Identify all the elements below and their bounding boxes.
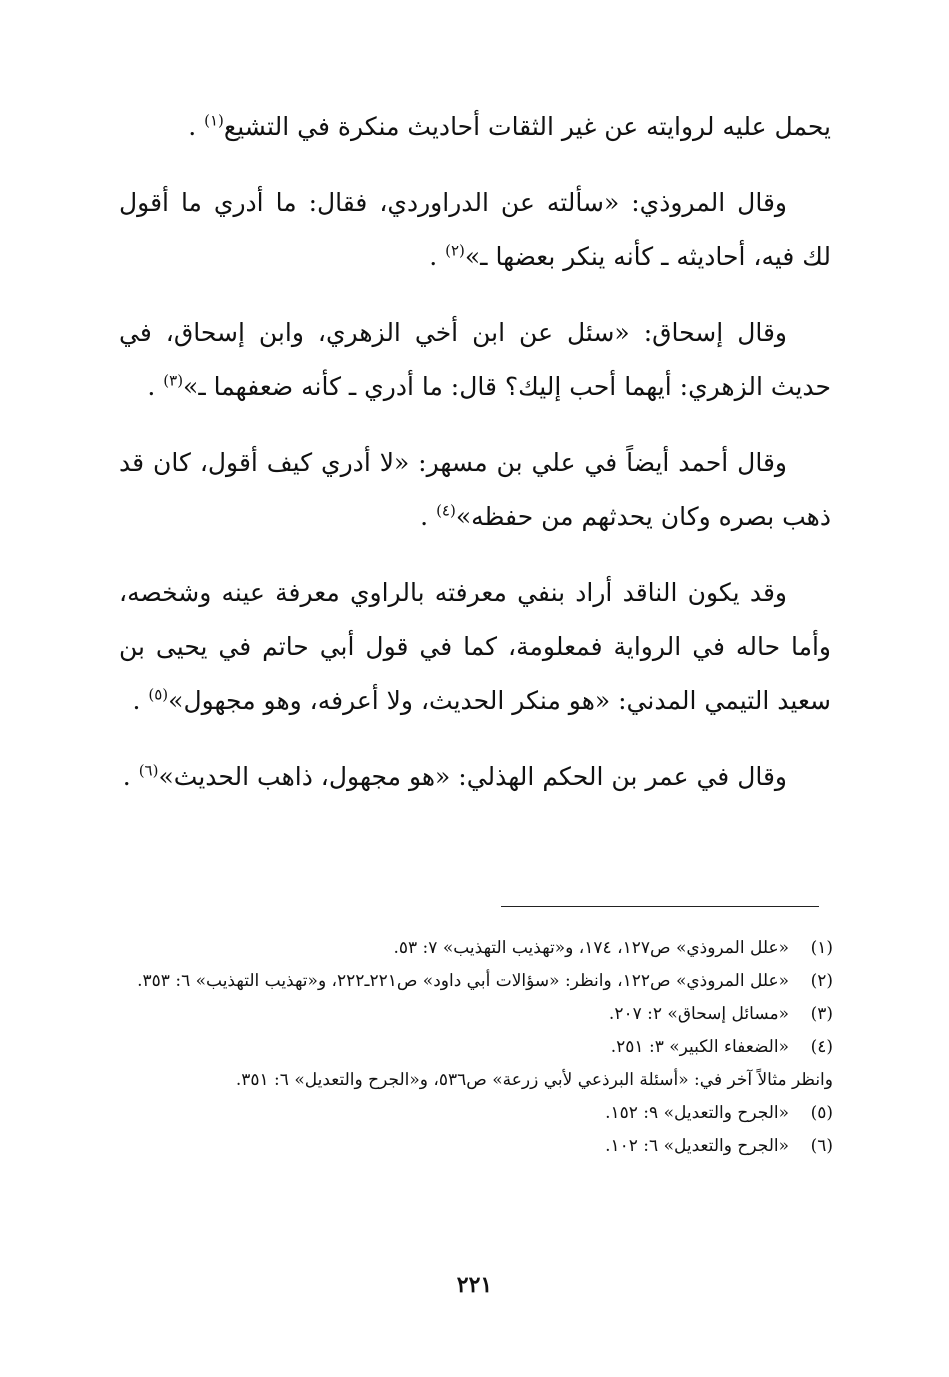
footnote-ref: (٦) bbox=[138, 761, 159, 780]
paragraph-text: وقد يكون الناقد أراد بنفي معرفته بالراوي معرفة عينه وشخصه، وأما حاله في الرواية فمعلومة، كما في قول أبي حاتم في يحيى بن سعيد التيمي المدني: «هو منكر الحديث، ولا أعرفه، وهو مجهول» bbox=[119, 578, 831, 715]
paragraph-2 bbox=[119, 176, 831, 284]
paragraph-end: . bbox=[122, 762, 131, 791]
footnote-1 bbox=[117, 932, 833, 965]
footnote-number: (١) bbox=[810, 938, 833, 958]
footnote-ref: (٤) bbox=[436, 501, 456, 520]
footnote-number: (٤) bbox=[810, 1037, 833, 1057]
footnote-separator bbox=[501, 906, 819, 907]
page-number: ٢٢١ bbox=[456, 1272, 493, 1298]
footnote-text: «علل المروذي» ص١٢٧، ١٧٤، و«تهذيب التهذيب» ٧: ٥٣. bbox=[393, 938, 789, 958]
footnote-ref: (٥) bbox=[148, 685, 169, 704]
footnote-number: (٦) bbox=[810, 1136, 833, 1156]
paragraph-text: وقال المروذي: «سألته عن الدراوردي، فقال: ما أدري ما أقول لك فيه، أحاديثه ـ كأنه ينكر بعضها ـ» bbox=[119, 188, 831, 271]
paragraph-text: يحمل عليه لروايته عن غير الثقات أحاديث منكرة في التشيع bbox=[223, 112, 831, 141]
footnote-text: «الجرح والتعديل» ٦: ١٠٢. bbox=[605, 1136, 789, 1156]
paragraph-text: وقال إسحاق: «سئل عن ابن أخي الزهري، وابن إسحاق، في حديث الزهري: أيهما أحب إليك؟ قال: ما أدري ـ كأنه ضعفهما ـ» bbox=[119, 318, 831, 401]
footnote-ref: (١) bbox=[204, 111, 224, 130]
footnote-number: (٥) bbox=[810, 1103, 833, 1123]
footnote-ref: (٢) bbox=[445, 241, 465, 260]
footnote-text: «مسائل إسحاق» ٢: ٢٠٧. bbox=[608, 1004, 789, 1024]
footnote-number: (٢) bbox=[810, 971, 833, 991]
paragraph-end: . bbox=[188, 112, 197, 141]
footnote-ref: (٣) bbox=[163, 371, 184, 390]
footnote-5 bbox=[117, 1097, 833, 1130]
footnote-4-continuation bbox=[117, 1064, 833, 1097]
footnote-text: «الضعفاء الكبير» ٣: ٢٥١. bbox=[610, 1037, 789, 1057]
paragraph-end: . bbox=[147, 372, 156, 401]
paragraph-text: وقال أحمد أيضاً في علي بن مسهر: «لا أدري كيف أقول، كان قد ذهب بصره وكان يحدثهم من حفظه» bbox=[119, 448, 831, 531]
paragraph-text: وقال في عمر بن الحكم الهذلي: «هو مجهول، ذاهب الحديث» bbox=[158, 762, 787, 791]
main-text bbox=[119, 100, 831, 826]
footnotes bbox=[117, 932, 833, 1163]
paragraph-end: . bbox=[429, 242, 438, 271]
paragraph-6 bbox=[119, 750, 831, 804]
paragraph-5 bbox=[119, 566, 831, 728]
footnote-text: «الجرح والتعديل» ٩: ١٥٢. bbox=[605, 1103, 789, 1123]
footnote-text: «علل المروذي» ص١٢٢، وانظر: «سؤالات أبي داود» ص٢٢١ـ٢٢٢، و«تهذيب التهذيب» ٦: ٣٥٣. bbox=[137, 971, 789, 991]
paragraph-end: . bbox=[420, 502, 429, 531]
paragraph-4 bbox=[119, 436, 831, 544]
footnote-3 bbox=[117, 998, 833, 1031]
footnote-text: وانظر مثالاً آخر في: «أسئلة البرذعي لأبي زرعة» ص٥٣٦، و«الجرح والتعديل» ٦: ٣٥١. bbox=[235, 1070, 833, 1090]
footnote-number: (٣) bbox=[810, 1004, 833, 1024]
footnote-2 bbox=[117, 965, 833, 998]
paragraph-1 bbox=[119, 100, 831, 154]
footnote-4 bbox=[117, 1031, 833, 1064]
footnote-6 bbox=[117, 1130, 833, 1163]
paragraph-end: . bbox=[132, 686, 141, 715]
paragraph-3 bbox=[119, 306, 831, 414]
